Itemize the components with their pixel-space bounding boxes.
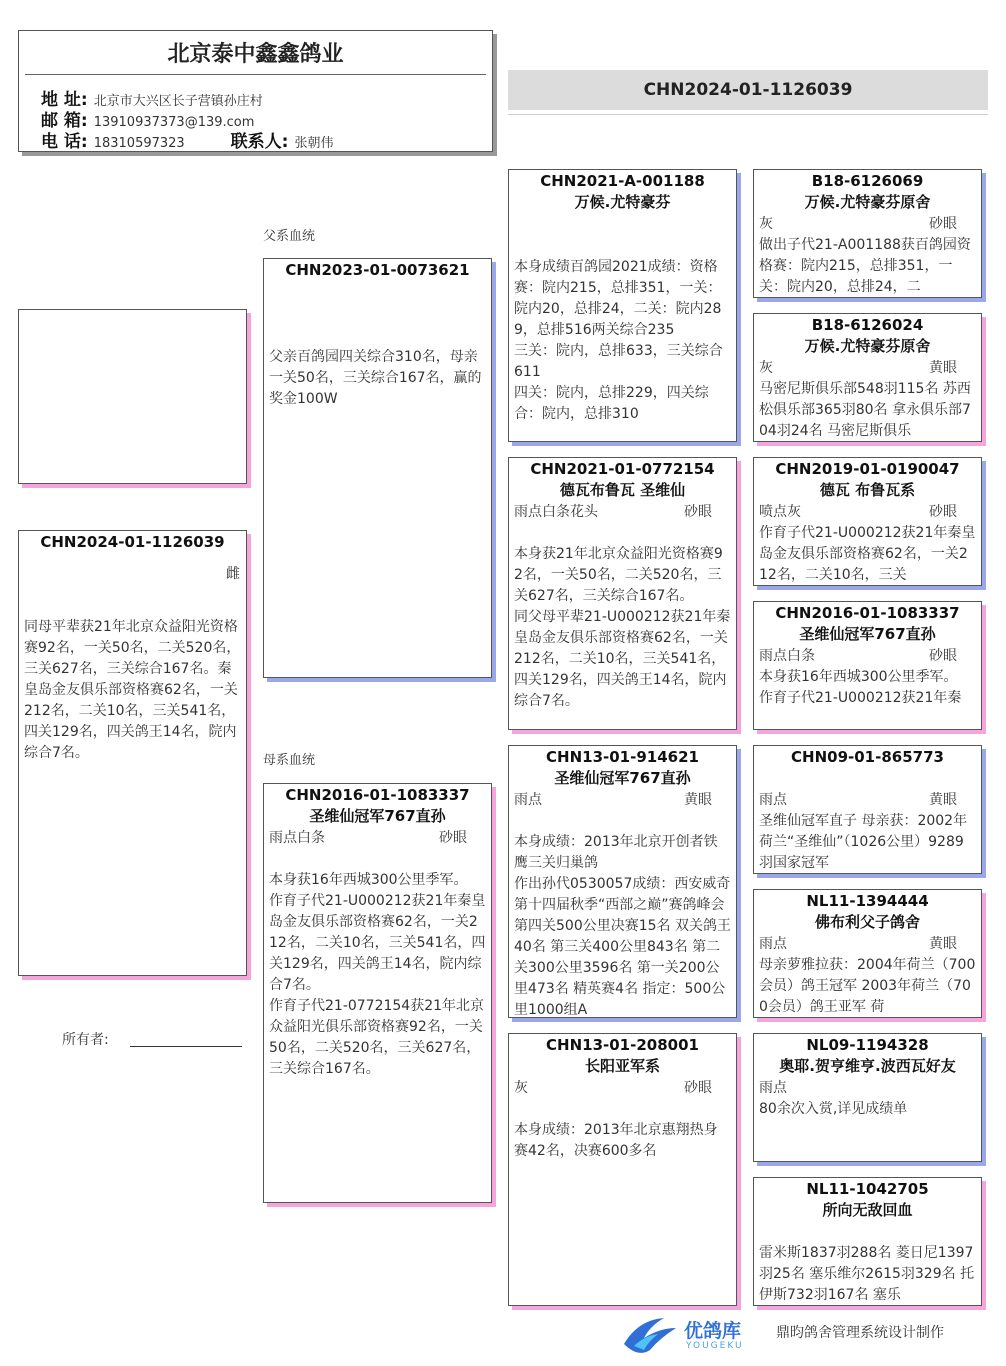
sss-eye: 砂眼 xyxy=(929,216,957,232)
sire-desc: 父亲百鸽园四关综合310名，母亲一关50名，三关综合167名，赢的奖金100W xyxy=(269,349,482,407)
dd-ring: CHN13-01-208001 xyxy=(546,1036,699,1054)
dam-line-label: 母系血统 xyxy=(263,753,316,768)
sss-ring: B18-6126069 xyxy=(811,172,924,190)
yougeku-logo xyxy=(620,1314,760,1358)
contact-label: 联系人: xyxy=(230,132,289,152)
dss-desc: 圣维仙冠军直子 母亲获：2002年荷兰“圣维仙”（1026公里）9289羽国家冠军 xyxy=(759,813,968,871)
sd-meta xyxy=(509,501,736,523)
dsd-card xyxy=(753,889,982,1018)
subject-card xyxy=(18,530,247,976)
sds-meta xyxy=(754,501,981,523)
phone-row xyxy=(41,127,333,152)
dam-card xyxy=(263,783,492,1203)
phone-value: 18310597323 xyxy=(93,136,185,151)
sss-desc: 做出子代21-A001188获百鸽园资格赛：院内215，总排351，一关：院内20，总排24，二 xyxy=(759,237,971,295)
sd-ring: CHN2021-01-0772154 xyxy=(530,460,715,478)
sdd-desc: 本身获16年西城300公里季军。 作育子代21-U000212获21年秦 xyxy=(759,669,962,706)
pigeon-photo xyxy=(18,309,247,484)
sdd-name: 圣维仙冠军767直孙 xyxy=(799,625,936,643)
dam-desc: 本身获16年西城300公里季军。 作育子代21-U000212获21年秦皇岛金友俱乐部资格赛62名，一关212名，二关10名，三关541名，四关129名，四关鸽王14名，院内综合7名。 作育子代21-0772154获21年北京众益阳光俱乐部资格赛92名，一关50名，二关520名，三关627名，三关综合167名。 xyxy=(269,872,486,1077)
ssd-meta xyxy=(754,357,981,379)
subject-sex: 雌 xyxy=(226,566,240,582)
dd-desc: 本身成绩：2013年北京惠翔热身赛42名，决赛600多名 xyxy=(514,1122,718,1159)
ssd-color: 灰 xyxy=(759,360,773,376)
dsd-ring: NL11-1394444 xyxy=(806,892,929,910)
ds-ring: CHN13-01-914621 xyxy=(546,748,699,766)
dsd-eye: 黄眼 xyxy=(929,936,957,952)
pigeon-wing-icon xyxy=(620,1314,680,1358)
sds-desc: 作育子代21-U000212获21年秦皇岛金友俱乐部资格赛62名，一关212名，二关10名，三关 xyxy=(759,525,976,583)
ds-card xyxy=(508,745,737,1018)
ss-name: 万候.尤特豪芬 xyxy=(574,193,671,211)
sds-name: 德瓦 布鲁瓦系 xyxy=(819,481,916,499)
dds-name: 奥耶.贺亨维亨.波西瓦好友 xyxy=(779,1057,956,1075)
sds-eye: 砂眼 xyxy=(929,504,957,520)
dsd-desc: 母亲萝雅拉获：2004年荷兰（700会员）鸽王冠军 2003年荷兰（700会员）鸽王亚军 荷 xyxy=(759,957,976,1015)
ds-eye: 黄眼 xyxy=(684,792,712,808)
sire-line-label: 父系血统 xyxy=(263,229,316,244)
dsd-meta xyxy=(754,933,981,955)
dds-desc: 80余次入赏,详见成绩单 xyxy=(759,1101,908,1117)
sds-card xyxy=(753,457,982,586)
loft-header xyxy=(18,30,493,152)
sd-card xyxy=(508,457,737,730)
id-bar-underline xyxy=(508,114,988,115)
sire-ring: CHN2023-01-0073621 xyxy=(285,261,470,279)
sss-meta xyxy=(754,213,981,235)
footer-credit: 鼎昀鸽舍管理系统设计制作 xyxy=(776,1325,944,1341)
dam-color: 雨点白条 xyxy=(269,830,325,846)
ssd-desc: 马密尼斯俱乐部548羽115名 苏西松俱乐部365羽80名 拿永俱乐部704羽24名 马密尼斯俱乐 xyxy=(759,381,971,439)
sdd-card xyxy=(753,601,982,730)
dd-color: 灰 xyxy=(514,1080,528,1096)
dsd-color: 雨点 xyxy=(759,936,787,952)
sss-color: 灰 xyxy=(759,216,773,232)
ddd-card xyxy=(753,1177,982,1306)
phone-label: 电 话: xyxy=(41,132,88,152)
sd-color: 雨点白条花头 xyxy=(514,504,598,520)
pedigree-id-bar: CHN2024-01-1126039 xyxy=(508,70,988,110)
ss-ring: CHN2021-A-001188 xyxy=(540,172,705,190)
owner-signature-line xyxy=(130,1046,242,1047)
dam-meta xyxy=(264,827,491,849)
ss-card xyxy=(508,169,737,442)
dds-ring: NL09-1194328 xyxy=(806,1036,929,1054)
ds-name: 圣维仙冠军767直孙 xyxy=(554,769,691,787)
dss-ring: CHN09-01-865773 xyxy=(791,748,944,766)
dds-color: 雨点 xyxy=(759,1080,787,1096)
sdd-ring: CHN2016-01-1083337 xyxy=(775,604,960,622)
sds-ring: CHN2019-01-0190047 xyxy=(775,460,960,478)
subject-desc: 同母平辈获21年北京众益阳光资格赛92名，一关50名，二关520名，三关627名，三关综合167名。秦皇岛金友俱乐部资格赛62名，一关212名，二关10名，三关541名，四关129名，四关鸽王14名，院内综合7名。 xyxy=(24,619,241,761)
ssd-ring: B18-6126024 xyxy=(811,316,924,334)
sss-card xyxy=(753,169,982,298)
sdd-meta xyxy=(754,645,981,667)
dam-eye: 砂眼 xyxy=(439,830,467,846)
sdd-eye: 砂眼 xyxy=(929,648,957,664)
ds-meta xyxy=(509,789,736,811)
sds-color: 喷点灰 xyxy=(759,504,801,520)
dss-card xyxy=(753,745,982,874)
dss-name xyxy=(754,768,981,789)
address-value: 北京市大兴区长子营镇孙庄村 xyxy=(93,94,263,109)
dd-eye: 砂眼 xyxy=(684,1080,712,1096)
sd-eye: 砂眼 xyxy=(684,504,712,520)
subject-ring: CHN2024-01-1126039 xyxy=(40,533,225,551)
header-divider xyxy=(25,74,486,75)
address-label: 地 址: xyxy=(41,90,88,110)
sdd-color: 雨点白条 xyxy=(759,648,815,664)
dss-eye: 黄眼 xyxy=(929,792,957,808)
sd-name: 德瓦布鲁瓦 圣维仙 xyxy=(559,481,686,499)
ssd-card xyxy=(753,313,982,442)
dd-card xyxy=(508,1033,737,1306)
ddd-ring: NL11-1042705 xyxy=(806,1180,929,1198)
sire-card xyxy=(263,258,492,678)
dss-color: 雨点 xyxy=(759,792,787,808)
dsd-name: 佛布利父子鸽舍 xyxy=(814,913,920,931)
owner-label: 所有者: xyxy=(62,1032,109,1048)
loft-title: 北京泰中鑫鑫鸽业 xyxy=(167,42,344,67)
sd-desc: 本身获21年北京众益阳光资格赛92名，一关50名，二关520名，三关627名，三关综合167名。 同父母平辈21-U000212获21年秦皇岛金友俱乐部资格赛62名，一关212名，二关10名，三关541名，四关129名，四关鸽王14名，院内综合7名。 xyxy=(514,546,731,709)
ss-desc: 本身成绩百鸽园2021成绩：资格赛：院内215，总排351，一关：院内20，总排24，二关：院内289，总排516两关综合235 三关：院内，总排633，三关综合611 四关：院内，总排229，四关综合：院内，总排310 xyxy=(514,259,723,422)
logo-text: 优鸽库 xyxy=(684,1320,742,1342)
email-label: 邮 箱: xyxy=(41,111,88,131)
contact-value: 张朝伟 xyxy=(294,136,334,151)
ddd-desc: 雷米斯1837羽288名 菱日尼1397羽25名 塞乐维尔2615羽329名 托伊斯732羽167名 塞乐 xyxy=(759,1245,975,1303)
email-value: 13910937373@139.com xyxy=(93,115,255,130)
dds-card xyxy=(753,1033,982,1162)
dds-meta xyxy=(754,1077,981,1099)
sss-name: 万候.尤特豪芬原舍 xyxy=(804,193,931,211)
dd-meta xyxy=(509,1077,736,1099)
ssd-eye: 黄眼 xyxy=(929,360,957,376)
ddd-name: 所向无敌回血 xyxy=(822,1201,913,1219)
logo-subtext: YOUGEKU xyxy=(686,1341,744,1351)
ds-color: 雨点 xyxy=(514,792,542,808)
dam-ring: CHN2016-01-1083337 xyxy=(285,786,470,804)
ds-desc: 本身成绩：2013年北京开创者铁鹰三关归巢鸽 作出孙代0530057成绩：西安威奇第十四届秋季“西部之巅”赛鸽峰会第四关500公里决赛15名 双关鸽王40名 第三关400公里843名 第二关300公里3596名 第一关200公里473名 精英赛4名 指定：500公里1000组A xyxy=(514,834,731,1018)
ssd-name: 万候.尤特豪芬原舍 xyxy=(804,337,931,355)
dd-name: 长阳亚军系 xyxy=(584,1057,660,1075)
dam-name: 圣维仙冠军767直孙 xyxy=(309,807,446,825)
dss-meta xyxy=(754,789,981,811)
